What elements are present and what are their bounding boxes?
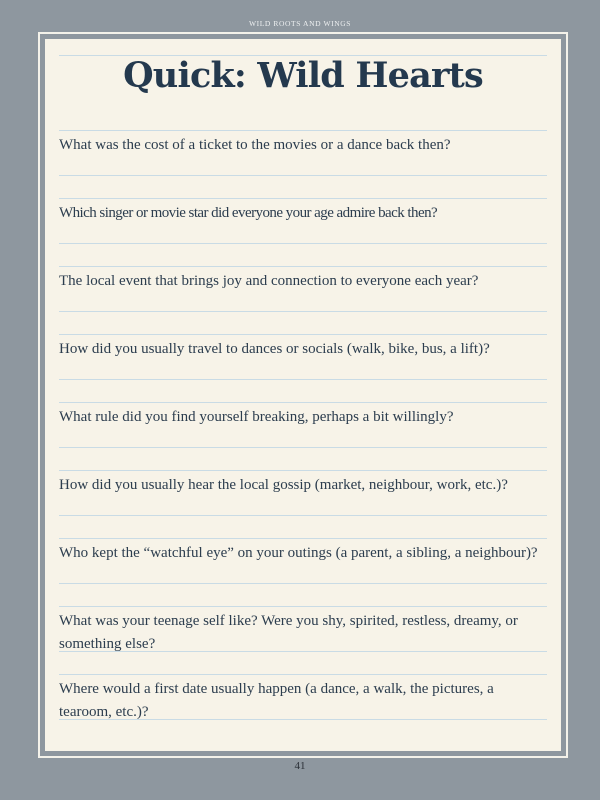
page-number: 41 xyxy=(294,760,306,772)
question-item xyxy=(59,674,547,742)
writing-line xyxy=(59,379,547,380)
writing-line xyxy=(59,447,547,448)
question-item xyxy=(59,538,547,606)
writing-line xyxy=(59,583,547,584)
question-card xyxy=(45,39,561,751)
question-item xyxy=(59,606,547,674)
question-text: Which singer or movie star did everyone your age admire back then? xyxy=(59,205,438,221)
question-item xyxy=(59,130,547,198)
question-text: The local event that brings joy and connection to everyone each year? xyxy=(59,273,479,289)
running-head: WILD ROOTS AND WINGS xyxy=(248,19,352,28)
writing-line xyxy=(59,651,547,652)
writing-line xyxy=(59,515,547,516)
question-text: What rule did you find yourself breaking, perhaps a bit willingly? xyxy=(59,409,454,425)
question-item xyxy=(59,402,547,470)
writing-line xyxy=(59,130,547,131)
writing-line xyxy=(59,266,547,267)
question-item xyxy=(59,198,547,266)
question-item xyxy=(59,266,547,334)
writing-line xyxy=(59,198,547,199)
writing-line xyxy=(59,719,547,720)
page-title: Quick: Wild Hearts xyxy=(123,55,483,96)
writing-line xyxy=(59,470,547,471)
question-item xyxy=(59,334,547,402)
question-text: How did you usually hear the local gossip (market, neighbour, work, etc.)? xyxy=(59,477,508,493)
writing-line xyxy=(59,606,547,607)
writing-line xyxy=(59,311,547,312)
writing-line xyxy=(59,538,547,539)
writing-line xyxy=(59,402,547,403)
writing-line xyxy=(59,243,547,244)
question-text: How did you usually travel to dances or socials (walk, bike, bus, a lift)? xyxy=(59,341,490,357)
question-text: Who kept the “watchful eye” on your outings (a parent, a sibling, a neighbour)? xyxy=(59,545,538,561)
question-item xyxy=(59,470,547,538)
writing-line xyxy=(59,334,547,335)
question-text: Where would a first date usually happen (a dance, a walk, the pictures, a tearoom, etc.)? xyxy=(59,681,494,720)
writing-line xyxy=(59,175,547,176)
writing-line xyxy=(59,674,547,675)
question-text: What was your teenage self like? Were you shy, spirited, restless, dreamy, or something else? xyxy=(59,613,518,652)
question-text: What was the cost of a ticket to the movies or a dance back then? xyxy=(59,137,451,153)
